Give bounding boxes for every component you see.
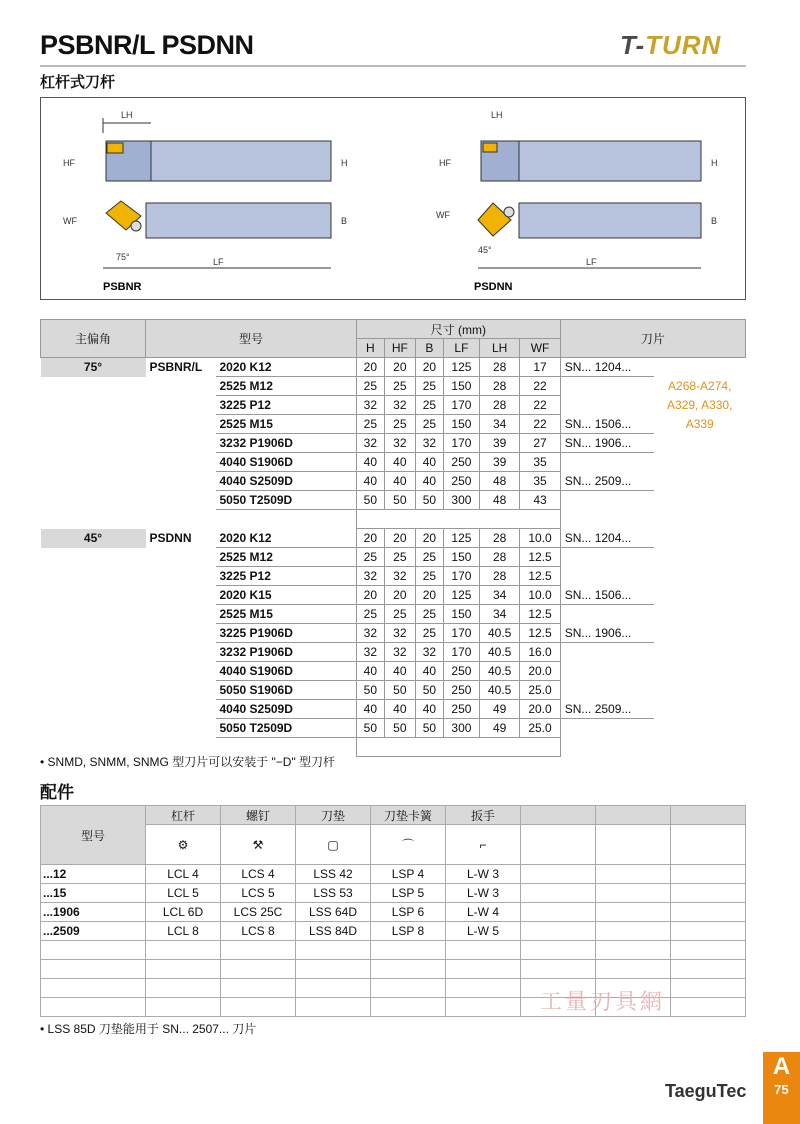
col-h: H [356, 339, 384, 358]
acc-value-cell: LCL 6D [146, 903, 221, 922]
insert-cell [560, 662, 654, 681]
value-cell: 50 [415, 681, 443, 700]
value-cell: 32 [415, 643, 443, 662]
h-label: H [711, 158, 718, 168]
title-divider [40, 65, 746, 67]
code-cell: 5050 S1906D [216, 681, 357, 700]
value-cell: 40 [384, 662, 415, 681]
value-cell: 32 [356, 567, 384, 586]
value-cell: 170 [443, 396, 479, 415]
insert-header: 刀片 [560, 320, 745, 358]
value-cell: 20.0 [520, 700, 560, 719]
value-cell: 25 [415, 605, 443, 624]
angle-75-label: 75° [116, 252, 130, 262]
acc-value-cell: LSP 6 [371, 903, 446, 922]
acc-value-cell: LSS 42 [296, 865, 371, 884]
acc-wrench-header: 扳手 [446, 806, 521, 825]
taegutec-logo: TaeguTec [665, 1081, 747, 1101]
acc-shim-header: 刀垫 [296, 806, 371, 825]
acc-screw-header: 螺钉 [221, 806, 296, 825]
code-cell: 3232 P1906D [216, 643, 357, 662]
lf-label: LF [586, 257, 597, 267]
brand-logo: T-TURN [620, 30, 722, 60]
value-cell: 22 [520, 396, 560, 415]
insert-cell: SN... 1506... [560, 415, 654, 434]
code-cell: 4040 S1906D [216, 453, 357, 472]
acc-value-cell: LCS 4 [221, 865, 296, 884]
value-cell: 28 [480, 567, 520, 586]
angle-45-label: 45° [478, 245, 492, 255]
screw-icon: ⚒ [221, 825, 296, 865]
accessories-title: 配件 [40, 783, 74, 802]
value-cell: 25 [384, 377, 415, 396]
code-cell: 3232 P1906D [216, 434, 357, 453]
value-cell: 25 [415, 548, 443, 567]
code-cell: 2525 M12 [216, 377, 357, 396]
note-snmd: • SNMD, SNMM, SNMG 型刀片可以安装于 "−D" 型刀杆 [40, 755, 336, 769]
table-row [41, 700, 746, 719]
value-cell: 25 [356, 377, 384, 396]
value-cell: 34 [480, 415, 520, 434]
value-cell: 50 [384, 681, 415, 700]
insert-cell [560, 643, 654, 662]
value-cell: 49 [480, 700, 520, 719]
value-cell: 50 [384, 491, 415, 510]
value-cell: 12.5 [520, 605, 560, 624]
acc-value-cell: LSP 4 [371, 865, 446, 884]
table-row [41, 358, 746, 377]
insert-cell [560, 567, 654, 586]
table-row [41, 529, 746, 548]
table-row [41, 922, 746, 941]
value-cell: 20 [415, 586, 443, 605]
value-cell: 25 [415, 624, 443, 643]
hf-label: HF [63, 158, 75, 168]
value-cell: 48 [480, 472, 520, 491]
value-cell: 35 [520, 472, 560, 491]
value-cell: 40 [384, 453, 415, 472]
value-cell: 40 [356, 472, 384, 491]
value-cell: 25.0 [520, 681, 560, 700]
acc-value-cell: LCS 5 [221, 884, 296, 903]
value-cell: 25 [415, 377, 443, 396]
value-cell: 150 [443, 415, 479, 434]
code-cell: 3225 P12 [216, 567, 357, 586]
code-cell: 4040 S2509D [216, 472, 357, 491]
value-cell: 34 [480, 605, 520, 624]
value-cell: 49 [480, 719, 520, 738]
code-cell: 2525 M15 [216, 605, 357, 624]
code-cell: 3225 P1906D [216, 624, 357, 643]
acc-value-cell: LCL 5 [146, 884, 221, 903]
acc-value-cell: L-W 5 [446, 922, 521, 941]
value-cell: 40 [384, 700, 415, 719]
value-cell: 28 [480, 529, 520, 548]
family-cell: PSDNN [149, 531, 192, 545]
value-cell: 250 [443, 472, 479, 491]
shim-icon: ▢ [296, 825, 371, 865]
code-cell: 2020 K12 [216, 529, 357, 548]
insert-cell: SN... 2509... [560, 700, 654, 719]
acc-model-cell: ...12 [41, 865, 146, 884]
table-row [41, 605, 746, 624]
value-cell: 40 [415, 700, 443, 719]
code-cell: 2020 K15 [216, 586, 357, 605]
value-cell: 32 [384, 396, 415, 415]
col-wf: WF [520, 339, 560, 358]
value-cell: 40 [356, 662, 384, 681]
acc-lever-header: 杠杆 [146, 806, 221, 825]
value-cell: 250 [443, 700, 479, 719]
acc-spring-header: 刀垫卡簧 [371, 806, 446, 825]
value-cell: 32 [384, 643, 415, 662]
code-cell: 3225 P12 [216, 396, 357, 415]
value-cell: 34 [480, 586, 520, 605]
value-cell: 170 [443, 643, 479, 662]
insert-cell [560, 453, 654, 472]
acc-value-cell: LSP 5 [371, 884, 446, 903]
value-cell: 43 [520, 491, 560, 510]
acc-value-cell: LSS 53 [296, 884, 371, 903]
value-cell: 17 [520, 358, 560, 377]
value-cell: 50 [356, 491, 384, 510]
insert-cell: SN... 2509... [560, 472, 654, 491]
spring-icon: ⌒ [371, 825, 446, 865]
value-cell: 20 [384, 358, 415, 377]
value-cell: 40 [356, 453, 384, 472]
insert-cell: SN... 1506... [560, 586, 654, 605]
acc-value-cell: LSS 84D [296, 922, 371, 941]
value-cell: 20 [356, 529, 384, 548]
acc-value-cell: L-W 4 [446, 903, 521, 922]
acc-value-cell: L-W 3 [446, 884, 521, 903]
insert-cell: SN... 1906... [560, 624, 654, 643]
value-cell: 25 [415, 567, 443, 586]
wf-label: WF [63, 216, 77, 226]
value-cell: 25 [415, 396, 443, 415]
value-cell: 10.0 [520, 529, 560, 548]
value-cell: 25 [384, 605, 415, 624]
acc-value-cell: LCS 8 [221, 922, 296, 941]
value-cell: 32 [384, 567, 415, 586]
col-lf: LF [443, 339, 479, 358]
value-cell: 20 [384, 529, 415, 548]
value-cell: 25 [356, 548, 384, 567]
angle-header: 主偏角 [41, 320, 146, 358]
value-cell: 20 [384, 586, 415, 605]
insert-icon [483, 143, 497, 152]
acc-value-cell: LCS 25C [221, 903, 296, 922]
insert-icon [107, 143, 123, 153]
col-hf: HF [384, 339, 415, 358]
acc-value-cell: LCL 8 [146, 922, 221, 941]
acc-value-cell: LCL 4 [146, 865, 221, 884]
table-row [41, 567, 746, 586]
value-cell: 32 [356, 643, 384, 662]
code-cell: 2020 K12 [216, 358, 357, 377]
value-cell: 170 [443, 434, 479, 453]
wf-label: WF [436, 210, 450, 220]
value-cell: 50 [384, 719, 415, 738]
value-cell: 12.5 [520, 567, 560, 586]
value-cell: 20 [356, 358, 384, 377]
value-cell: 250 [443, 453, 479, 472]
value-cell: 125 [443, 529, 479, 548]
acc-model-cell: ...15 [41, 884, 146, 903]
table-row [41, 662, 746, 681]
model-header: 型号 [146, 320, 357, 358]
table-row [41, 681, 746, 700]
family-cell: PSBNR/L [149, 360, 203, 375]
insert-cell: SN... 1204... [560, 358, 654, 377]
page-ref[interactable]: A268-A274, [668, 379, 732, 393]
table-row [41, 548, 746, 567]
lever-icon: ⚙ [146, 825, 221, 865]
insert-cell [560, 548, 654, 567]
insert-cell [560, 491, 654, 510]
value-cell: 250 [443, 681, 479, 700]
tool-diagram [40, 97, 746, 300]
page-title: PSBNR/L PSDNN [40, 30, 254, 60]
psdnn-label: PSDNN [474, 281, 513, 293]
table-row [41, 377, 746, 396]
lh-label: LH [491, 110, 503, 120]
page-ref[interactable]: A339 [685, 417, 714, 431]
value-cell: 300 [443, 719, 479, 738]
value-cell: 40.5 [480, 681, 520, 700]
page-number: 75 [774, 1082, 789, 1097]
value-cell: 32 [356, 624, 384, 643]
tool-diagram-svg [41, 98, 747, 301]
table-row [41, 453, 746, 472]
table-row [41, 586, 746, 605]
code-cell: 2525 M15 [216, 415, 357, 434]
value-cell: 10.0 [520, 586, 560, 605]
code-cell: 4040 S1906D [216, 662, 357, 681]
table-row [41, 415, 746, 434]
acc-value-cell: LSS 64D [296, 903, 371, 922]
value-cell: 12.5 [520, 548, 560, 567]
value-cell: 48 [480, 491, 520, 510]
table-row [41, 884, 746, 903]
value-cell: 40.5 [480, 624, 520, 643]
value-cell: 27 [520, 434, 560, 453]
value-cell: 12.5 [520, 624, 560, 643]
value-cell: 20.0 [520, 662, 560, 681]
table-row [41, 624, 746, 643]
value-cell: 50 [356, 681, 384, 700]
holder-top-view [146, 203, 331, 238]
table-row [41, 719, 746, 738]
value-cell: 250 [443, 662, 479, 681]
value-cell: 20 [415, 358, 443, 377]
value-cell: 150 [443, 605, 479, 624]
table-row [41, 903, 746, 922]
table-row [41, 472, 746, 491]
value-cell: 40 [415, 453, 443, 472]
acc-model-header: 型号 [41, 806, 146, 865]
value-cell: 125 [443, 586, 479, 605]
value-cell: 25 [415, 415, 443, 434]
acc-value-cell: L-W 3 [446, 865, 521, 884]
insert-cell [560, 605, 654, 624]
value-cell: 125 [443, 358, 479, 377]
value-cell: 50 [415, 719, 443, 738]
value-cell: 39 [480, 434, 520, 453]
value-cell: 40 [384, 472, 415, 491]
value-cell: 25 [356, 415, 384, 434]
value-cell: 20 [415, 529, 443, 548]
value-cell: 20 [356, 586, 384, 605]
value-cell: 170 [443, 567, 479, 586]
value-cell: 40 [356, 700, 384, 719]
value-cell: 25 [384, 548, 415, 567]
code-cell: 4040 S2509D [216, 700, 357, 719]
col-b: B [415, 339, 443, 358]
value-cell: 22 [520, 377, 560, 396]
lh-label: LH [121, 110, 133, 120]
value-cell: 28 [480, 358, 520, 377]
section-letter: A [772, 1053, 791, 1080]
value-cell: 50 [415, 491, 443, 510]
acc-value-cell: LSP 8 [371, 922, 446, 941]
value-cell: 28 [480, 396, 520, 415]
insert-cell [560, 719, 654, 738]
value-cell: 150 [443, 377, 479, 396]
page-ref[interactable]: A329, A330, [667, 398, 733, 412]
value-cell: 32 [356, 396, 384, 415]
table-row [41, 643, 746, 662]
value-cell: 32 [415, 434, 443, 453]
insert-cell [560, 377, 654, 396]
col-lh: LH [480, 339, 520, 358]
psbnr-label: PSBNR [103, 281, 142, 293]
value-cell: 28 [480, 548, 520, 567]
insert-cell [560, 396, 654, 415]
value-cell: 35 [520, 453, 560, 472]
value-cell: 25.0 [520, 719, 560, 738]
angle-cell: 45° [41, 529, 146, 548]
section-tab [763, 1052, 800, 1124]
value-cell: 32 [384, 624, 415, 643]
watermark: 工量刃具網 [540, 989, 666, 1014]
value-cell: 25 [384, 415, 415, 434]
value-cell: 32 [356, 434, 384, 453]
angle-cell: 75° [41, 358, 146, 377]
value-cell: 150 [443, 548, 479, 567]
insert-cell: SN... 1204... [560, 529, 654, 548]
note-lss85d: • LSS 85D 刀垫能用于 SN... 2507... 刀片 [40, 1022, 257, 1036]
value-cell: 32 [384, 434, 415, 453]
hf-label: HF [439, 158, 451, 168]
value-cell: 40 [415, 472, 443, 491]
value-cell: 25 [356, 605, 384, 624]
value-cell: 16.0 [520, 643, 560, 662]
insert-cell [560, 681, 654, 700]
value-cell: 22 [520, 415, 560, 434]
value-cell: 170 [443, 624, 479, 643]
acc-model-cell: ...2509 [41, 922, 146, 941]
b-label: B [711, 216, 718, 226]
spec-table [40, 319, 746, 757]
table-row [41, 491, 746, 510]
table-row [41, 434, 746, 453]
value-cell: 28 [480, 377, 520, 396]
size-header: 尺寸 (mm) [356, 320, 560, 339]
table-row [41, 865, 746, 884]
value-cell: 40.5 [480, 643, 520, 662]
code-cell: 5050 T2509D [216, 719, 357, 738]
value-cell: 40 [415, 662, 443, 681]
code-cell: 5050 T2509D [216, 491, 357, 510]
value-cell: 40.5 [480, 662, 520, 681]
acc-model-cell: ...1906 [41, 903, 146, 922]
value-cell: 300 [443, 491, 479, 510]
b-label: B [341, 216, 348, 226]
value-cell: 50 [356, 719, 384, 738]
insert-cell: SN... 1906... [560, 434, 654, 453]
page-subtitle: 杠杆式刀杆 [40, 74, 116, 91]
wrench-icon: ⌐ [446, 825, 521, 865]
lf-label: LF [213, 257, 224, 267]
h-label: H [341, 158, 348, 168]
value-cell: 39 [480, 453, 520, 472]
table-row [41, 396, 746, 415]
code-cell: 2525 M12 [216, 548, 357, 567]
